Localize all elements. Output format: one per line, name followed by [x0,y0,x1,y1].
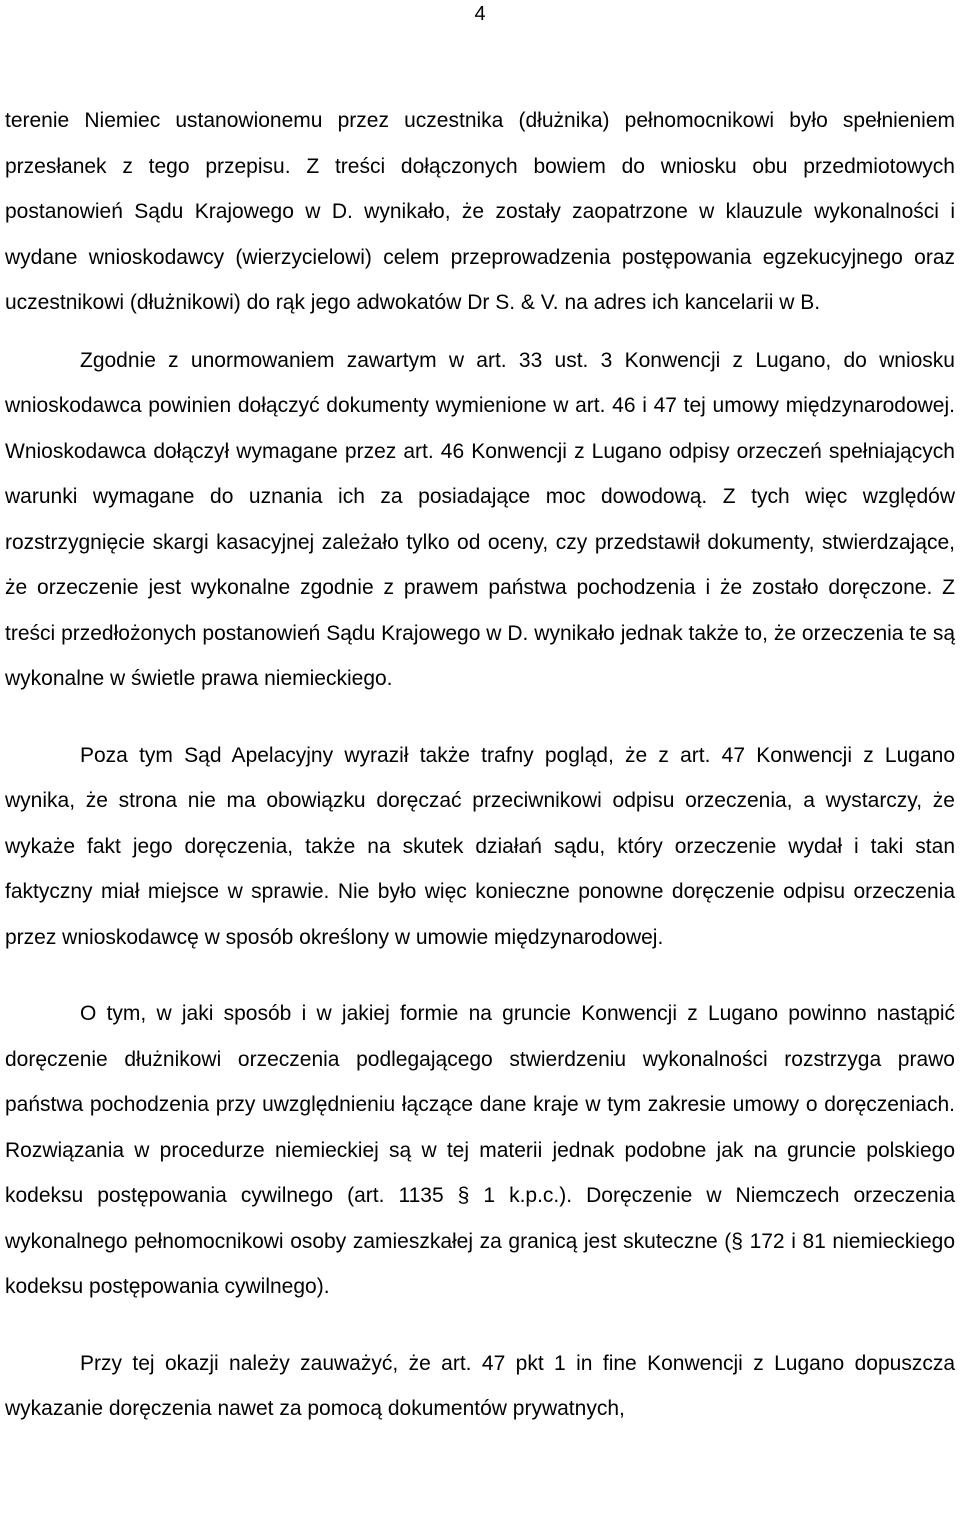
document-body [5,98,955,1432]
paragraph-2: Zgodnie z unormowaniem zawartym w art. 33 ust. 3 Konwencji z Lugano, do wniosku wnioskodawca powinien dołączyć dokumenty wymienione w art. 46 i 47 tej umowy międzynarodowej. Wnioskodawca dołączył wymagane przez art. 46 Konwencji z Lugano odpisy orzeczeń spełniających warunki wymagane do uznania ich za posiadające moc dowodową. Z tych więc względów rozstrzygnięcie skargi kasacyjnej zależało tylko od oceny, czy przedstawił dokumenty, stwierdzające, że orzeczenie jest wykonalne zgodnie z prawem państwa pochodzenia i że zostało doręczone. Z treści przedłożonych postanowień Sądu Krajowego w D. wynikało jednak także to, że orzeczenia te są wykonalne w świetle prawa niemieckiego. [5,348,955,690]
paragraph-4: O tym, w jaki sposób i w jakiej formie na gruncie Konwencji z Lugano powinno nastąpić doręczenie dłużnikowi orzeczenia podlegającego stwierdzeniu wykonalności rozstrzyga prawo państwa pochodzenia przy uwzględnieniu łączące dane kraje w tym zakresie umowy o doręczeniach. Rozwiązania w procedurze niemieckiej są w tej materii jednak podobne jak na gruncie polskiego kodeksu postępowania cywilnego (art. 1135 § 1 k.p.c.). Doręczenie w Niemczech orzeczenia wykonalnego pełnomocnikowi osoby zamieszkałej za granicą jest skuteczne (§ 172 i 81 niemieckiego kodeksu postępowania cywilnego). [5,1002,955,1298]
paragraph-5: Przy tej okazji należy zauważyć, że art. 47 pkt 1 in fine Konwencji z Lugano dopuszcza wykazanie doręczenia nawet za pomocą dokumentów prywatnych, [5,1351,955,1420]
paragraph-1: terenie Niemiec ustanowionemu przez uczestnika (dłużnika) pełnomocnikowi było spełnieniem przesłanek z tego przepisu. Z treści dołączonych bowiem do wniosku obu przedmiotowych postanowień Sądu Krajowego w D. wynikało, że zostały zaopatrzone w klauzule wykonalności i wydane wnioskodawcy (wierzycielowi) celem przeprowadzenia postępowania egzekucyjnego oraz uczestnikowi (dłużnikowi) do rąk jego adwokatów Dr S. & V. na adres ich kancelarii w B. [5,109,955,314]
page-number: 4 [474,3,486,25]
paragraph-3: Poza tym Sąd Apelacyjny wyraził także trafny pogląd, że z art. 47 Konwencji z Lugano wynika, że strona nie ma obowiązku doręczać przeciwnikowi odpisu orzeczenia, a wystarczy, że wykaże fakt jego doręczenia, także na skutek działań sądu, który orzeczenie wydał i taki stan faktyczny miał miejsce w sprawie. Nie było więc konieczne ponowne doręczenie odpisu orzeczenia przez wnioskodawcę w sposób określony w umowie międzynarodowej. [5,743,955,949]
